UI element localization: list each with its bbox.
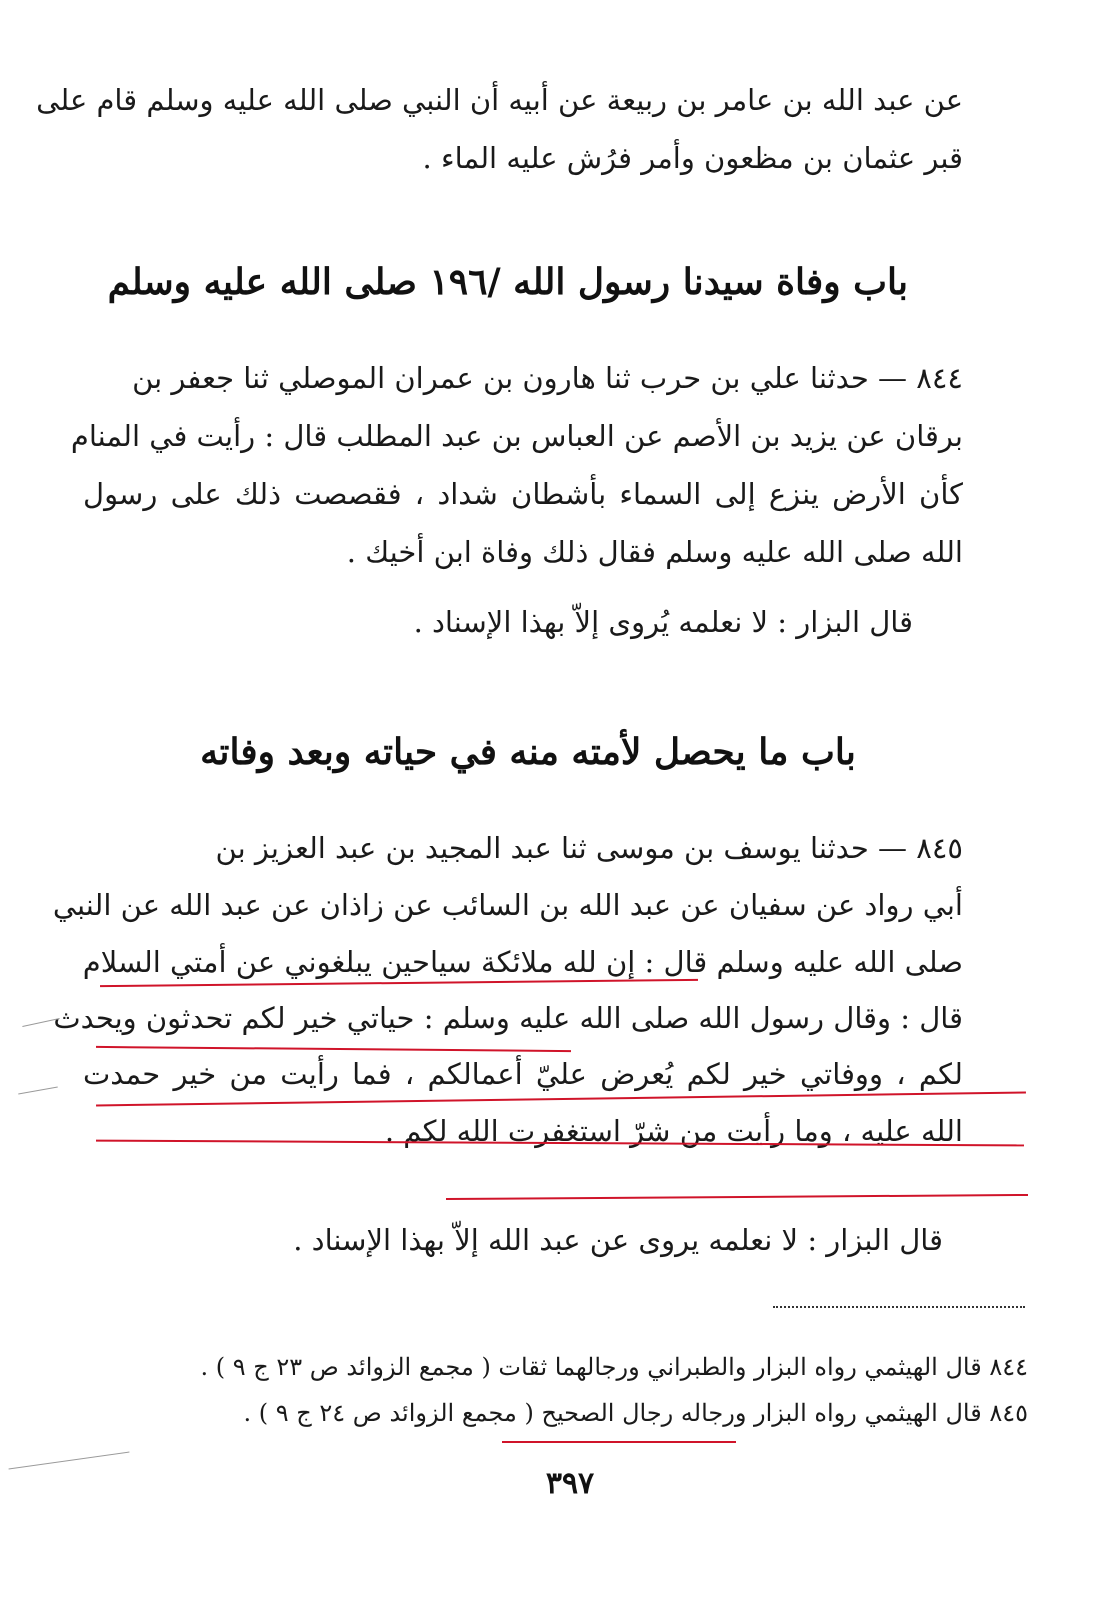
hadith-844-line-4: الله صلى الله عليه وسلم فقال ذلك وفاة ابن أخيك . [346, 535, 963, 569]
page-number: ٣٩٧ [545, 1466, 595, 1501]
red-underline-5 [446, 1194, 1028, 1200]
hadith-845-line-4: قال : وقال رسول الله صلى الله عليه وسلم : حياتي خير لكم تحدثون ويحدث [53, 1001, 963, 1035]
bazzar-note-845: قال البزار : لا نعلمه يروى عن عبد الله إلاّ بهذا الإسناد . [293, 1223, 943, 1257]
margin-scribble-3 [9, 1452, 130, 1470]
hadith-845-line-6: الله عليه ، وما رأيت من شرّ استغفرت الله لكم . [384, 1114, 963, 1148]
red-underline-footnote [502, 1441, 736, 1443]
hadith-844-line-2: برقان عن يزيد بن الأصم عن العباس بن عبد المطلب قال : رأيت في المنام [70, 419, 963, 453]
section2-heading: باب ما يحصل لأمته منه في حياته وبعد وفاته [200, 731, 856, 773]
footnote-844: ٨٤٤ قال الهيثمي رواه البزار والطبراني ورجالهما ثقات ( مجمع الزوائد ص ٢٣ ج ٩ ) . [200, 1353, 1028, 1381]
hadith-845-line-5: لكم ، ووفاتي خير لكم يُعرض عليّ أعمالكم ، فما رأيت من خير حمدت [83, 1057, 963, 1091]
top-paragraph-line-2: قبر عثمان بن مظعون وأمر فرُش عليه الماء . [422, 141, 963, 175]
footnote-845: ٨٤٥ قال الهيثمي رواه البزار ورجاله رجال الصحيح ( مجمع الزوائد ص ٢٤ ج ٩ ) . [243, 1399, 1028, 1427]
hadith-844-line-1: ٨٤٤ — حدثنا علي بن حرب ثنا هارون بن عمران الموصلي ثنا جعفر بن [132, 361, 963, 395]
footnote-separator [773, 1306, 1025, 1308]
section1-heading: باب وفاة سيدنا رسول الله /١٩٦ صلى الله عليه وسلم [107, 261, 908, 303]
bazzar-note-844: قال البزار : لا نعلمه يُروى إلاّ بهذا الإسناد . [413, 605, 913, 639]
margin-scribble-2 [18, 1087, 58, 1095]
red-underline-2 [96, 1046, 571, 1052]
hadith-844-line-3: كأن الأرض ينزع إلى السماء بأشطان شداد ، فقصصت ذلك على رسول [83, 477, 963, 511]
top-paragraph-line-1: عن عبد الله بن عامر بن ربيعة عن أبيه أن النبي صلى الله عليه وسلم قام على [36, 83, 963, 117]
hadith-845-line-1: ٨٤٥ — حدثنا يوسف بن موسى ثنا عبد المجيد بن عبد العزيز بن [215, 831, 963, 865]
hadith-845-line-2: أبي رواد عن سفيان عن عبد الله بن السائب عن زاذان عن عبد الله عن النبي [52, 888, 963, 922]
hadith-845-line-3: صلى الله عليه وسلم قال : إن لله ملائكة سياحين يبلغوني عن أمتي السلام [82, 945, 963, 979]
